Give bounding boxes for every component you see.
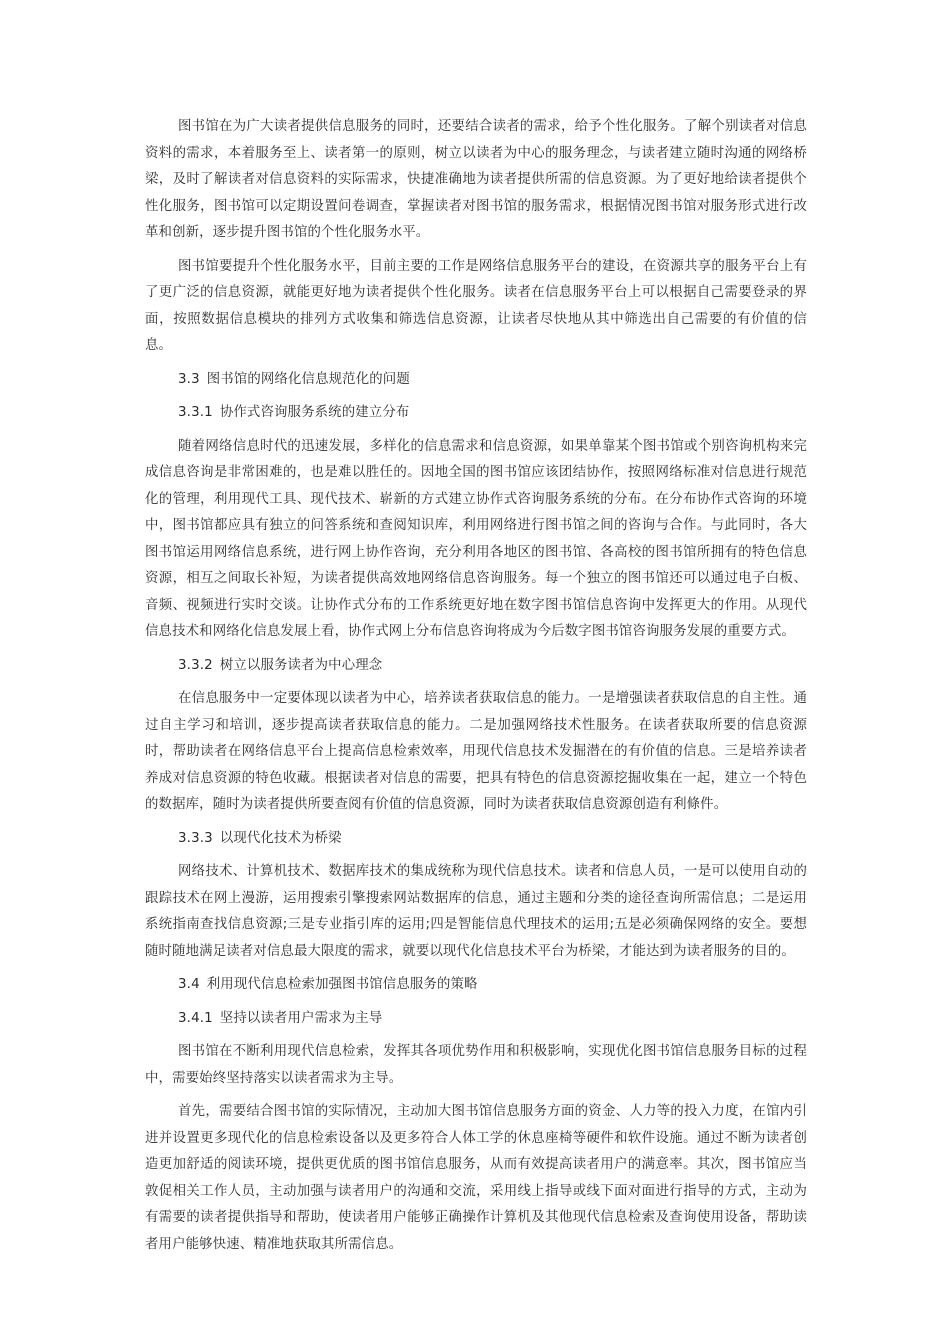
section-heading-3-3-1 [145, 400, 807, 427]
paragraph-service-platform: 图书馆要提升个性化服务水平，目前主要的工作是网络信息服务平台的建设，在资源共享的服务平台上有了更广泛的信息资源，就能更好地为读者提供个性化服务。读者在信息服务平台上可以根据自己需要登录的界面，按照数据信息模块的排列方式收集和筛选信息资源，让读者尽快地从其中筛选出自己需要的有价值的信息。 [145, 258, 807, 353]
section-title: 协作式咨询服务系统的建立分布 [219, 405, 410, 420]
section-title: 利用现代信息检索加强图书馆信息服务的策略 [206, 977, 478, 992]
section-heading-3-3 [145, 367, 807, 394]
document-page [145, 114, 807, 1265]
paragraph-modern-technology: 网络技术、计算机技术、数据库技术的集成统称为现代信息技术。读者和信息人员，一是可以使用自动的跟踪技术在网上漫游，运用搜索引擎搜索网站数据库的信息，通过主题和分类的途径查询所需信息；二是运用系统指南查找信息资源;三是专业指引库的运用;四是智能信息代理技术的运用;五是必须确保网络的安全。要想随时随地满足读者对信息最大限度的需求，就要以现代化信息技术平台为桥梁，才能达到为读者服务的目的。 [145, 864, 807, 959]
section-number: 3.3 [178, 371, 200, 387]
paragraph-user-demand: 图书馆在不断利用现代信息检索，发挥其各项优势作用和积极影响，实现优化图书馆信息服务目标的过程中，需要始终坚持落实以读者需求为主导。 [145, 1044, 807, 1086]
section-number: 3.3.2 [178, 657, 213, 673]
section-title: 图书馆的网络化信息规范化的问题 [206, 371, 410, 387]
section-number: 3.3.3 [178, 830, 213, 846]
section-title: 坚持以读者用户需求为主导 [219, 1010, 383, 1026]
section-number: 3.3.1 [178, 405, 213, 420]
paragraph-collaborative-consulting: 随着网络信息时代的迅速发展，多样化的信息需求和信息资源，如果单靠某个图书馆或个别咨询机构来完成信息咨询是非常困难的，也是难以胜任的。因地全国的图书馆应该团结协作，按照网络标准对信息进行规范化的管理，利用现代工具、现代技术、崭新的方式建立协作式咨询服务系统的分布。在分布协作式咨询的环境中，图书馆都应具有独立的问答系统和查阅知识库，利用网络进行图书馆之间的咨询与合作。与此同时，各大图书馆运用网络信息系统，进行网上协作咨询，充分利用各地区的图书馆、各高校的图书馆所拥有的特色信息资源，相互之间取长补短，为读者提供高效地网络信息咨询服务。每一个独立的图书馆还可以通过电子白板、音频、视频进行实时交谈。让协作式分布的工作系统更好地在数字图书馆信息咨询中发挥更大的作用。从现代信息技术和网络化信息发展上看，协作式网上分布信息咨询将成为今后数字图书馆咨询服务发展的重要方式。 [145, 438, 807, 639]
section-heading-3-3-2 [145, 653, 807, 680]
section-heading-3-4 [145, 972, 807, 999]
paragraph-investment-guidance: 首先，需要结合图书馆的实际情况，主动加大图书馆信息服务方面的资金、人力等的投入力度，在馆内引进并设置更多现代化的信息检索设备以及更多符合人体工学的休息座椅等硬件和软件设施。通过不断为读者创造更加舒适的阅读环境，提供更优质的图书馆信息服务，从而有效提高读者用户的满意率。其次，图书馆应当敦促相关工作人员，主动加强与读者用户的沟通和交流，采用线上指导或线下面对面进行指导的方式，主动为有需要的读者提供指导和帮助，使读者用户能够正确操作计算机及其他现代信息检索及查询使用设备，帮助读者用户能够快速、精准地获取其所需信息。 [145, 1104, 807, 1252]
section-heading-3-4-1 [145, 1006, 807, 1033]
paragraph-personalized-service: 图书馆在为广大读者提供信息服务的同时，还要结合读者的需求，给予个性化服务。了解个别读者对信息资料的需求，本着服务至上、读者第一的原则，树立以读者为中心的服务理念，与读者建立随时沟通的网络桥梁，及时了解读者对信息资料的实际需求，快捷准确地为读者提供所需的信息资源。为了更好地给读者提供个性化服务，图书馆可以定期设置问卷调查，掌握读者对图书馆的服务需求，根据情况图书馆对服务形式进行改革和创新，逐步提升图书馆的个性化服务水平。 [145, 119, 807, 240]
section-title: 以现代化技术为桥梁 [219, 830, 342, 846]
section-number: 3.4 [178, 977, 200, 992]
paragraph-reader-centered: 在信息服务中一定要体现以读者为中心，培养读者获取信息的能力。一是增强读者获取信息的自主性。通过自主学习和培训，逐步提高读者获取信息的能力。二是加强网络技术性服务。在读者获取所要的信息资源时，帮助读者在网络信息平台上提高信息检索效率，用现代信息技术发掘潜在的有价值的信息。三是培养读者养成对信息资源的特色收藏。根据读者对信息的需要，把具有特色的信息资源挖掘收集在一起，建立一个特色的数据库，随时为读者提供所要查阅有价值的信息资源，同时为读者获取信息资源创造有利條件。 [145, 691, 807, 812]
section-heading-3-3-3 [145, 826, 807, 853]
section-title: 树立以服务读者为中心理念 [219, 657, 383, 673]
section-number: 3.4.1 [178, 1010, 213, 1026]
